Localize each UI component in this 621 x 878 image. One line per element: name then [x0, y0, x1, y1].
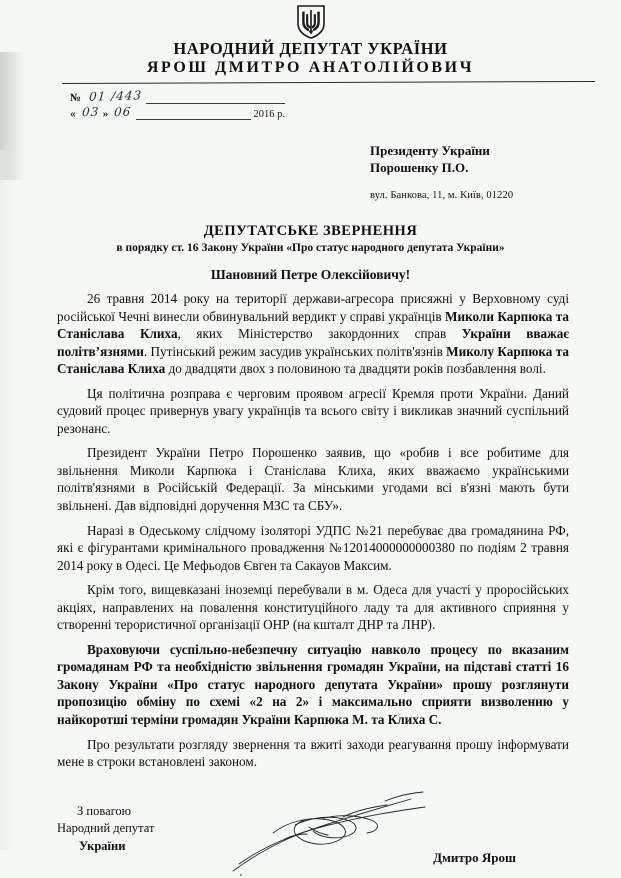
paragraph-2: Ця політична розправа є черговим проявом агресії Кремля проти України. Даний судовий процес привернув увагу українців та всього світу і викликав значний суспільний резонанс. [57, 385, 569, 436]
document-title: ДЕПУТАТСЬКЕ ЗВЕРНЕННЯ [203, 222, 418, 239]
registration-day-handwritten: 03 [81, 104, 100, 120]
signature-respect: З повагою [77, 803, 132, 818]
deputy-full-name: ЯРОШ ДМИТРО АНАТОЛІЙОВИЧ [146, 59, 475, 77]
document-subtitle: в порядку ст. 16 Закону України «Про статус народного депутата України» [116, 241, 505, 254]
paragraph-5: Крім того, вищевказані іноземці перебували в м. Одеса для участі у проросійських акціях, направлених на повалення конституційного ладу та для активного сприяння у створенні терористичної організації ОНР (на кшталт ДНР та ЛНР). [57, 582, 569, 633]
paragraph-4: Наразі в Одеському слідчому ізоляторі УДПС №21 перебуває два громадянина РФ, які є фігурантами кримінального провадження №12014000000000380 по подіям 2 травня 2014 року в Одесі. Це Мефьодов Євген та Сакауов Максим. [57, 522, 569, 573]
paragraph-1-part-g: до двадцяти двох з половиною та двадцяти років позбавлення волі. [165, 361, 546, 377]
signature-role-line-2: України [79, 839, 126, 854]
registration-number-rule [146, 91, 285, 104]
document-body [57, 283, 569, 771]
signatory-name: Дмитро Ярош [433, 849, 516, 865]
paragraph-1-part-e: . Путінський режим засудив українських політв'язнів [143, 343, 447, 359]
registration-month-handwritten: 06 [113, 104, 133, 120]
registration-number-row [70, 88, 285, 104]
coat-of-arms [0, 0, 621, 39]
number-symbol-label: № [70, 91, 82, 104]
signature-role-line-1: Народний депутат [57, 821, 155, 836]
header-divider [62, 81, 595, 84]
signature-block [0, 797, 621, 878]
organization-title: НАРОДНИЙ ДЕПУТАТ УКРАЇНИ [173, 39, 448, 58]
registration-block [70, 88, 285, 120]
registration-year-label: 2016 р. [253, 108, 285, 120]
salutation: Шановний Петре Олексійовичу! [210, 266, 411, 282]
paragraph-1 [57, 283, 569, 378]
registration-date-row [70, 104, 285, 120]
registration-date-rule [136, 107, 251, 120]
registration-number-handwritten: 01 /443 [88, 88, 143, 104]
paragraph-1-names-2: Миколу Карпюка та Станіслава Клиха [57, 343, 569, 377]
paragraph-1-emphasis: України вважає політв’язнями [57, 326, 569, 359]
scan-shadow-artifact-secondary [0, 150, 14, 850]
paragraph-7: Про результати розгляду звернення та вжиті заходи реагування прошу інформувати мене в строки встановлені законом. [57, 736, 569, 770]
addressee-block [0, 142, 581, 177]
paragraph-6-request: Враховуючи суспільно-небезпечну ситуацію навколо процесу по вказаним громадянам РФ та необхідністю звільнення громадян України, на підставі статті 16 Закону України «Про статус народного депутата України» прошу розглянути пропозицію обміну по схемі «2 на 2» і максимально сприяти визволенню у найкоротші терміни громадян України Карпюка М. та Клиха С. [57, 641, 569, 727]
addressee-postal-address: вул. Банкова, 11, м. Київ, 01220 [370, 189, 514, 201]
paragraph-3: Президент України Петро Порошенко заявив, що «робив і все робитиме для звільнення Миколи Карпюка і Станіслава Клиха, яких вважаємо українськими політв'язнями в Російській Федерації. За мінськими угодами всі в'язні мають бути звільнені. Дав відповідні доручення МЗС та СБУ». [57, 445, 569, 513]
paragraph-1-part-a: 26 травня 2014 року на території держави-агресора присяжні у Верховному суді російської Чечні винесли обвинувальний вердикт у справі українців [57, 290, 569, 324]
paragraph-1-part-c: , яких Міністерство закордонних справ [177, 326, 462, 342]
handwritten-signature-icon [225, 789, 455, 878]
signature-role-block [57, 803, 154, 856]
paragraph-1-names-1: Миколи Карпюка та Станіслава Клиха [57, 308, 569, 342]
date-open-quote: « [70, 107, 76, 120]
date-close-quote: » [102, 107, 109, 120]
addressee-line-2: Порошенку П.О. [370, 160, 469, 176]
addressee-line-1: Президенту України [370, 142, 490, 158]
